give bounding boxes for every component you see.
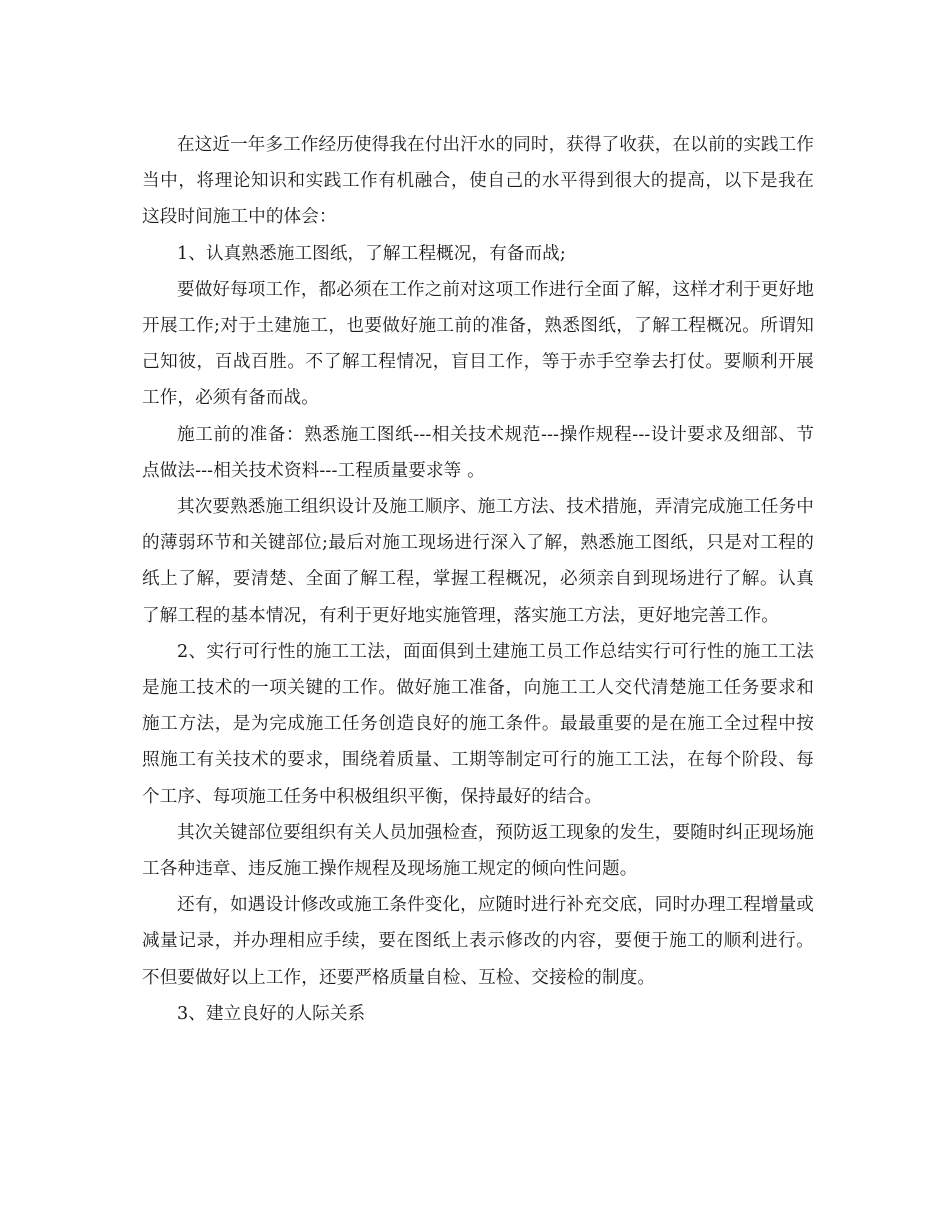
paragraph-inspection: 其次关键部位要组织有关人员加强检查，预防返工现象的发生，要随时纠正现场施工各种违章、违反施工操作规程及现场施工规定的倾向性问题。 [142, 822, 814, 880]
paragraph-preparation: 要做好每项工作，都必须在工作之前对这项工作进行全面了解，这样才利于更好地开展工作;对于土建施工，也要做好施工前的准备，熟悉图纸，了解工程概况。所谓知己知彼，百战百胜。不了解工程情况，盲目工作，等于赤手空拳去打仗。要顺利开展工作，必须有备而战。 [142, 279, 814, 409]
document-page [142, 127, 814, 1032]
heading-point-1: 1、认真熟悉施工图纸，了解工程概况，有备而战; [177, 243, 566, 264]
paragraph-site-understanding: 其次要熟悉施工组织设计及施工顺序、施工方法、技术措施，弄清完成施工任务中的薄弱环节和关键部位;最后对施工现场进行深入了解，熟悉施工图纸，只是对工程的纸上了解，要清楚、全面了解工程，掌握工程概况，必须亲自到现场进行了解。认真了解工程的基本情况，有利于更好地实施管理，落实施工方法，更好地完善工作。 [142, 497, 814, 626]
heading-point-3: 3、建立良好的人际关系 [177, 1003, 366, 1024]
paragraph-intro: 在这近一年多工作经历使得我在付出汗水的同时，获得了收获，在以前的实践工作当中，将理论知识和实践工作有机融合，使自己的水平得到很大的提高，以下是我在这段时间施工中的体会： [142, 135, 814, 228]
paragraph-design-changes: 还有，如遇设计修改或施工条件变化，应随时进行补充交底，同时办理工程增量或减量记录，并办理相应手续，要在图纸上表示修改的内容，要便于施工的顺利进行。不但要做好以上工作，还要严格质量自检、互检、交接检的制度。 [142, 895, 814, 988]
paragraph-preparation-steps: 施工前的准备：熟悉施工图纸---相关技术规范---操作规程---设计要求及细部、节点做法---相关技术资料---工程质量要求等 。 [142, 424, 814, 481]
heading-point-2-paragraph: 2、实行可行性的施工工法，面面俱到土建施工员工作总结实行可行性的施工工法是施工技术的一项关键的工作。做好施工准备，向施工工人交代清楚施工任务要求和施工方法，是为完成施工任务创造良好的施工条件。最最重要的是在施工全过程中按照施工有关技术的要求，围绕着质量、工期等制定可行的施工工法，在每个阶段、每个工序、每项施工任务中积极组织平衡，保持最好的结合。 [142, 641, 814, 807]
